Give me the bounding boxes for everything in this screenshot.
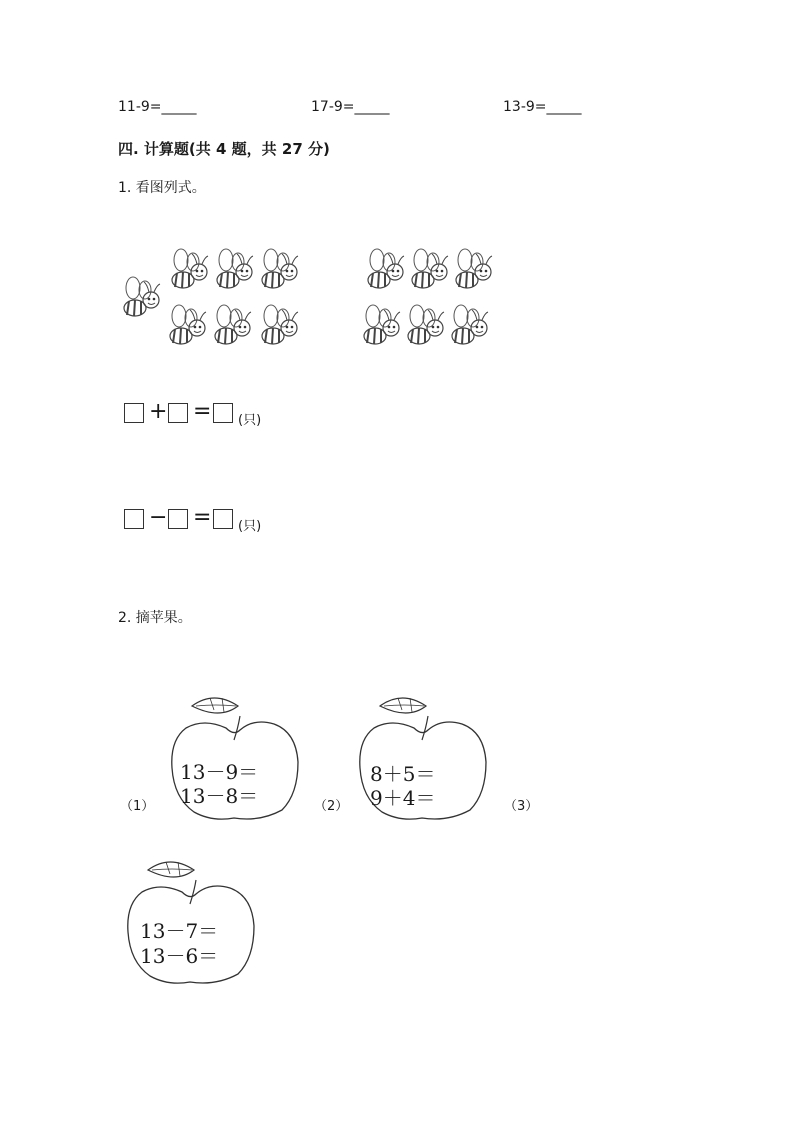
- equation-3: 13-9=_____: [503, 99, 582, 115]
- apple-1-line-2: 13－8＝: [180, 784, 259, 808]
- plus-sign: +: [149, 399, 168, 424]
- apple-2-line-1: 8＋5＝: [370, 762, 436, 786]
- answer-box-3[interactable]: [213, 403, 233, 423]
- bee-icon: [262, 249, 298, 288]
- apple-3-line-2: 13－6＝: [140, 944, 219, 968]
- bee-group-right: [364, 249, 492, 344]
- question-1-label: 1. 看图列式。: [118, 180, 206, 196]
- apple-2-line-2: 9＋4＝: [370, 786, 436, 810]
- bee-icon: [456, 249, 492, 288]
- answer-box-6[interactable]: [213, 509, 233, 529]
- apple-3-label: （3）: [504, 799, 539, 814]
- apple-1-line-1: 13－9＝: [180, 760, 259, 784]
- minus-sign: −: [149, 505, 168, 530]
- bee-icon: [124, 277, 160, 316]
- bees-illustration: [115, 240, 515, 360]
- unit-label: (只): [238, 519, 262, 534]
- section-title: 四. 计算题(共 4 题，共 27 分): [118, 140, 330, 158]
- bee-icon: [368, 249, 404, 288]
- bee-icon: [364, 305, 400, 344]
- equals-sign: =: [193, 505, 212, 530]
- answer-box-4[interactable]: [124, 509, 144, 529]
- equation-2: 17-9=_____: [311, 99, 390, 115]
- apple-1-label: （1）: [120, 799, 155, 814]
- bee-icon: [408, 305, 444, 344]
- bee-icon: [262, 305, 298, 344]
- answer-box-1[interactable]: [124, 403, 144, 423]
- bee-icon: [452, 305, 488, 344]
- equals-sign: =: [193, 399, 212, 424]
- bee-icon: [412, 249, 448, 288]
- apple-2-label: （2）: [314, 799, 349, 814]
- bee-group-left: [124, 249, 298, 344]
- answer-box-2[interactable]: [168, 403, 188, 423]
- answer-box-5[interactable]: [168, 509, 188, 529]
- bee-icon: [172, 249, 208, 288]
- equation-1: 11-9=_____: [118, 99, 197, 115]
- bee-icon: [217, 249, 253, 288]
- question-2-label: 2. 摘苹果。: [118, 610, 192, 626]
- bee-icon: [215, 305, 251, 344]
- bee-icon: [170, 305, 206, 344]
- apple-3-line-1: 13－7＝: [140, 919, 219, 943]
- unit-label: (只): [238, 413, 262, 428]
